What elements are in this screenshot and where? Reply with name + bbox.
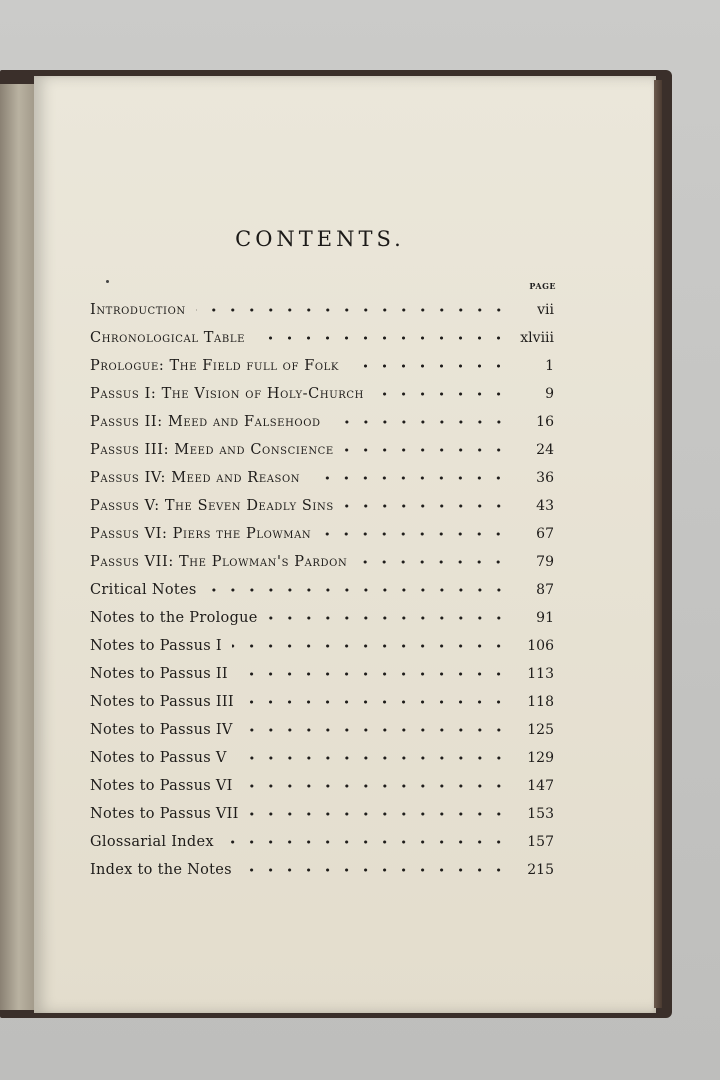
toc-entry-prologue[interactable]: [90, 352, 554, 380]
toc-entry-page: 9: [545, 386, 554, 402]
dot-leader: [243, 783, 508, 789]
toc-entry-passus-3[interactable]: [90, 436, 554, 464]
toc-entry-label: Notes to Passus VII: [90, 806, 239, 822]
dot-leader: [238, 671, 508, 677]
toc-entry-label: Passus I: The Vision of Holy-Church: [90, 386, 364, 402]
toc-entry-page: 118: [527, 694, 554, 710]
toc-entry-passus-6[interactable]: [90, 520, 554, 548]
toc-entry-page: 67: [536, 526, 554, 542]
toc-entry-label: Passus V: The Seven Deadly Sins: [90, 498, 334, 514]
dot-leader: [374, 391, 508, 397]
dot-leader: [357, 559, 508, 565]
dot-leader: [344, 447, 508, 453]
right-cover-edge: [654, 80, 662, 1008]
toc-entry-label: Chronological Table: [90, 330, 245, 346]
dot-leader: [207, 587, 508, 593]
toc-entry-index-notes[interactable]: [90, 856, 554, 884]
toc-entry-notes-prologue[interactable]: [90, 604, 554, 632]
toc-entry-label: Introduction: [90, 302, 186, 318]
toc-entry-notes-passus-7[interactable]: [90, 800, 554, 828]
toc-entry-page: 24: [536, 442, 554, 458]
dot-leader: [237, 755, 508, 761]
toc-entry-notes-passus-5[interactable]: [90, 744, 554, 772]
toc-entry-page: 43: [536, 498, 554, 514]
table-of-contents: [90, 296, 554, 884]
toc-entry-page: 215: [527, 862, 554, 878]
toc-entry-label: Index to the Notes: [90, 862, 232, 878]
toc-entry-notes-passus-3[interactable]: [90, 688, 554, 716]
toc-entry-page: 36: [536, 470, 554, 486]
toc-entry-page: vii: [537, 302, 554, 318]
toc-entry-page: 91: [536, 610, 554, 626]
dot-leader: [243, 727, 508, 733]
dot-leader: [310, 475, 508, 481]
toc-entry-label: Notes to Passus II: [90, 666, 228, 682]
toc-entry-notes-passus-6[interactable]: [90, 772, 554, 800]
toc-entry-page: 153: [527, 806, 554, 822]
toc-entry-page: 157: [527, 834, 554, 850]
dot-leader: [255, 335, 508, 341]
toc-entry-label: Passus III: Meed and Conscience: [90, 442, 334, 458]
dot-leader: [244, 699, 508, 705]
page-title: CONTENTS.: [235, 227, 405, 251]
toc-entry-label: Passus VI: Piers the Plowman: [90, 526, 312, 542]
toc-entry-page: 1: [545, 358, 554, 374]
toc-entry-page: 125: [527, 722, 554, 738]
toc-entry-notes-passus-4[interactable]: [90, 716, 554, 744]
toc-entry-page: 147: [527, 778, 554, 794]
toc-entry-label: Passus II: Meed and Falsehood: [90, 414, 321, 430]
dot-leader: [331, 419, 508, 425]
toc-entry-label: Passus IV: Meed and Reason: [90, 470, 301, 486]
dot-leader: [242, 867, 508, 873]
toc-entry-page: 113: [527, 666, 554, 682]
toc-entry-passus-2[interactable]: [90, 408, 554, 436]
toc-entry-glossarial-index[interactable]: [90, 828, 554, 856]
toc-entry-page: 129: [527, 750, 554, 766]
left-page-edge: [0, 84, 34, 1010]
dot-leader: [344, 503, 508, 509]
toc-entry-label: Notes to Passus VI: [90, 778, 233, 794]
toc-entry-passus-7[interactable]: [90, 548, 554, 576]
dot-leader: [232, 643, 508, 649]
toc-entry-label: Notes to Passus III: [90, 694, 234, 710]
toc-entry-label: Notes to the Prologue: [90, 610, 258, 626]
ink-speck: [106, 280, 109, 283]
toc-entry-label: Prologue: The Field full of Folk: [90, 358, 339, 374]
dot-leader: [224, 839, 508, 845]
dot-leader: [349, 363, 508, 369]
dot-leader: [196, 307, 508, 313]
toc-entry-page: 79: [536, 554, 554, 570]
toc-entry-label: Notes to Passus V: [90, 750, 227, 766]
toc-entry-notes-passus-1[interactable]: [90, 632, 554, 660]
dot-leader: [268, 615, 508, 621]
toc-entry-introduction[interactable]: [90, 296, 554, 324]
toc-entry-page: xlviii: [520, 330, 554, 346]
dot-leader: [249, 811, 508, 817]
toc-entry-label: Glossarial Index: [90, 834, 214, 850]
toc-entry-notes-passus-2[interactable]: [90, 660, 554, 688]
dot-leader: [321, 531, 508, 537]
toc-entry-page: 16: [536, 414, 554, 430]
toc-entry-passus-1[interactable]: [90, 380, 554, 408]
toc-entry-chronological-table[interactable]: [90, 324, 554, 352]
page-column-heading: PAGE: [529, 281, 556, 291]
toc-entry-label: Notes to Passus IV: [90, 722, 233, 738]
toc-entry-passus-5[interactable]: [90, 492, 554, 520]
toc-entry-label: Notes to Passus I: [90, 638, 222, 654]
toc-entry-passus-4[interactable]: [90, 464, 554, 492]
toc-entry-label: Passus VII: The Plowman's Pardon: [90, 554, 348, 570]
toc-entry-page: 87: [536, 582, 554, 598]
toc-entry-critical-notes[interactable]: [90, 576, 554, 604]
toc-entry-label: Critical Notes: [90, 582, 197, 598]
toc-entry-page: 106: [527, 638, 554, 654]
